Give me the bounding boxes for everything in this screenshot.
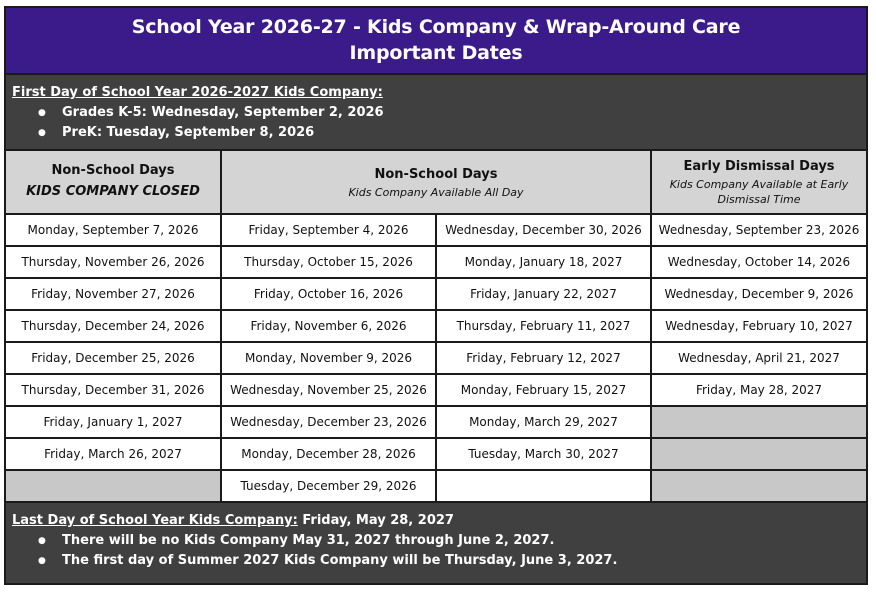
last-day-label: Last Day of School Year Kids Company:: [12, 513, 298, 528]
available-day-cell: Wednesday, December 30, 2026: [436, 214, 651, 246]
last-day-date: Friday, May 28, 2027: [297, 513, 454, 528]
first-day-section: [6, 75, 866, 151]
table-row: [6, 406, 866, 438]
closed-column-title: Non-School Days: [51, 163, 175, 178]
early-dismissal-cell: Wednesday, December 9, 2026: [651, 278, 866, 310]
first-day-list: [12, 103, 866, 143]
available-day-cell: Friday, September 4, 2026: [221, 214, 436, 246]
table-header-row: [6, 151, 866, 214]
early-column-subtitle: Kids Company Available at Early Dismissal Time: [669, 178, 849, 206]
table-row: [6, 470, 866, 502]
early-column-title: Early Dismissal Days: [683, 159, 835, 174]
available-day-cell: Friday, November 6, 2026: [221, 310, 436, 342]
table-row: [6, 374, 866, 406]
available-day-cell: Thursday, February 11, 2027: [436, 310, 651, 342]
last-day-section: [6, 503, 866, 583]
available-day-cell: Friday, October 16, 2026: [221, 278, 436, 310]
available-day-cell: Monday, February 15, 2027: [436, 374, 651, 406]
closed-day-cell: Thursday, December 24, 2026: [6, 310, 221, 342]
available-day-cell: Tuesday, December 29, 2026: [221, 470, 436, 502]
table-row: [6, 342, 866, 374]
early-column-header: [651, 151, 866, 214]
dates-table: [6, 151, 866, 503]
early-dismissal-cell: Friday, May 28, 2027: [651, 374, 866, 406]
first-day-item: ● PreK: Tuesday, September 8, 2026: [36, 123, 866, 143]
first-day-label: First Day of School Year 2026-2027 Kids Company:: [12, 85, 383, 100]
table-row: [6, 438, 866, 470]
closed-day-cell: Friday, March 26, 2027: [6, 438, 221, 470]
early-dismissal-cell: Wednesday, September 23, 2026: [651, 214, 866, 246]
early-dismissal-cell: Wednesday, October 14, 2026: [651, 246, 866, 278]
title-banner: [6, 8, 866, 75]
early-dismissal-cell: Wednesday, April 21, 2027: [651, 342, 866, 374]
closed-day-cell: Friday, January 1, 2027: [6, 406, 221, 438]
closed-column-header: [6, 151, 221, 214]
available-column-subtitle: Kids Company Available All Day: [348, 185, 524, 199]
available-day-cell: Monday, November 9, 2026: [221, 342, 436, 374]
table-row: [6, 278, 866, 310]
closed-day-cell: Thursday, November 26, 2026: [6, 246, 221, 278]
table-row: [6, 214, 866, 246]
important-dates-flyer: [4, 6, 868, 585]
available-day-cell: Wednesday, December 23, 2026: [221, 406, 436, 438]
available-day-cell: Friday, January 22, 2027: [436, 278, 651, 310]
early-dismissal-cell: Wednesday, February 10, 2027: [651, 310, 866, 342]
closed-day-cell: Monday, September 7, 2026: [6, 214, 221, 246]
available-day-cell: Monday, January 18, 2027: [436, 246, 651, 278]
page-title: School Year 2026-27 - Kids Company & Wrap-Around Care: [131, 16, 741, 38]
closed-column-subtitle: KIDS COMPANY CLOSED: [26, 184, 200, 199]
available-day-cell: Thursday, October 15, 2026: [221, 246, 436, 278]
closed-day-cell: Friday, November 27, 2026: [6, 278, 221, 310]
empty-cell: [651, 438, 866, 470]
available-day-cell: Tuesday, March 30, 2027: [436, 438, 651, 470]
available-column-header: [221, 151, 651, 214]
available-day-cell: Friday, February 12, 2027: [436, 342, 651, 374]
empty-cell: [6, 470, 221, 502]
empty-cell: [651, 406, 866, 438]
last-day-item: ● There will be no Kids Company May 31, 2027 through June 2, 2027.: [36, 531, 866, 551]
available-day-cell: Monday, March 29, 2027: [436, 406, 651, 438]
last-day-heading: [12, 511, 866, 531]
closed-day-cell: Friday, December 25, 2026: [6, 342, 221, 374]
first-day-item: ● Grades K-5: Wednesday, September 2, 2026: [36, 103, 866, 123]
last-day-item: ● The first day of Summer 2027 Kids Company will be Thursday, June 3, 2027.: [36, 551, 866, 571]
available-day-cell: Monday, December 28, 2026: [221, 438, 436, 470]
page-subtitle: Important Dates: [349, 42, 523, 64]
available-day-cell: Wednesday, November 25, 2026: [221, 374, 436, 406]
table-row: [6, 246, 866, 278]
empty-cell: [436, 470, 651, 502]
table-row: [6, 310, 866, 342]
last-day-list: [12, 531, 866, 571]
empty-cell: [651, 470, 866, 502]
available-column-title: Non-School Days: [374, 166, 498, 182]
closed-day-cell: Thursday, December 31, 2026: [6, 374, 221, 406]
